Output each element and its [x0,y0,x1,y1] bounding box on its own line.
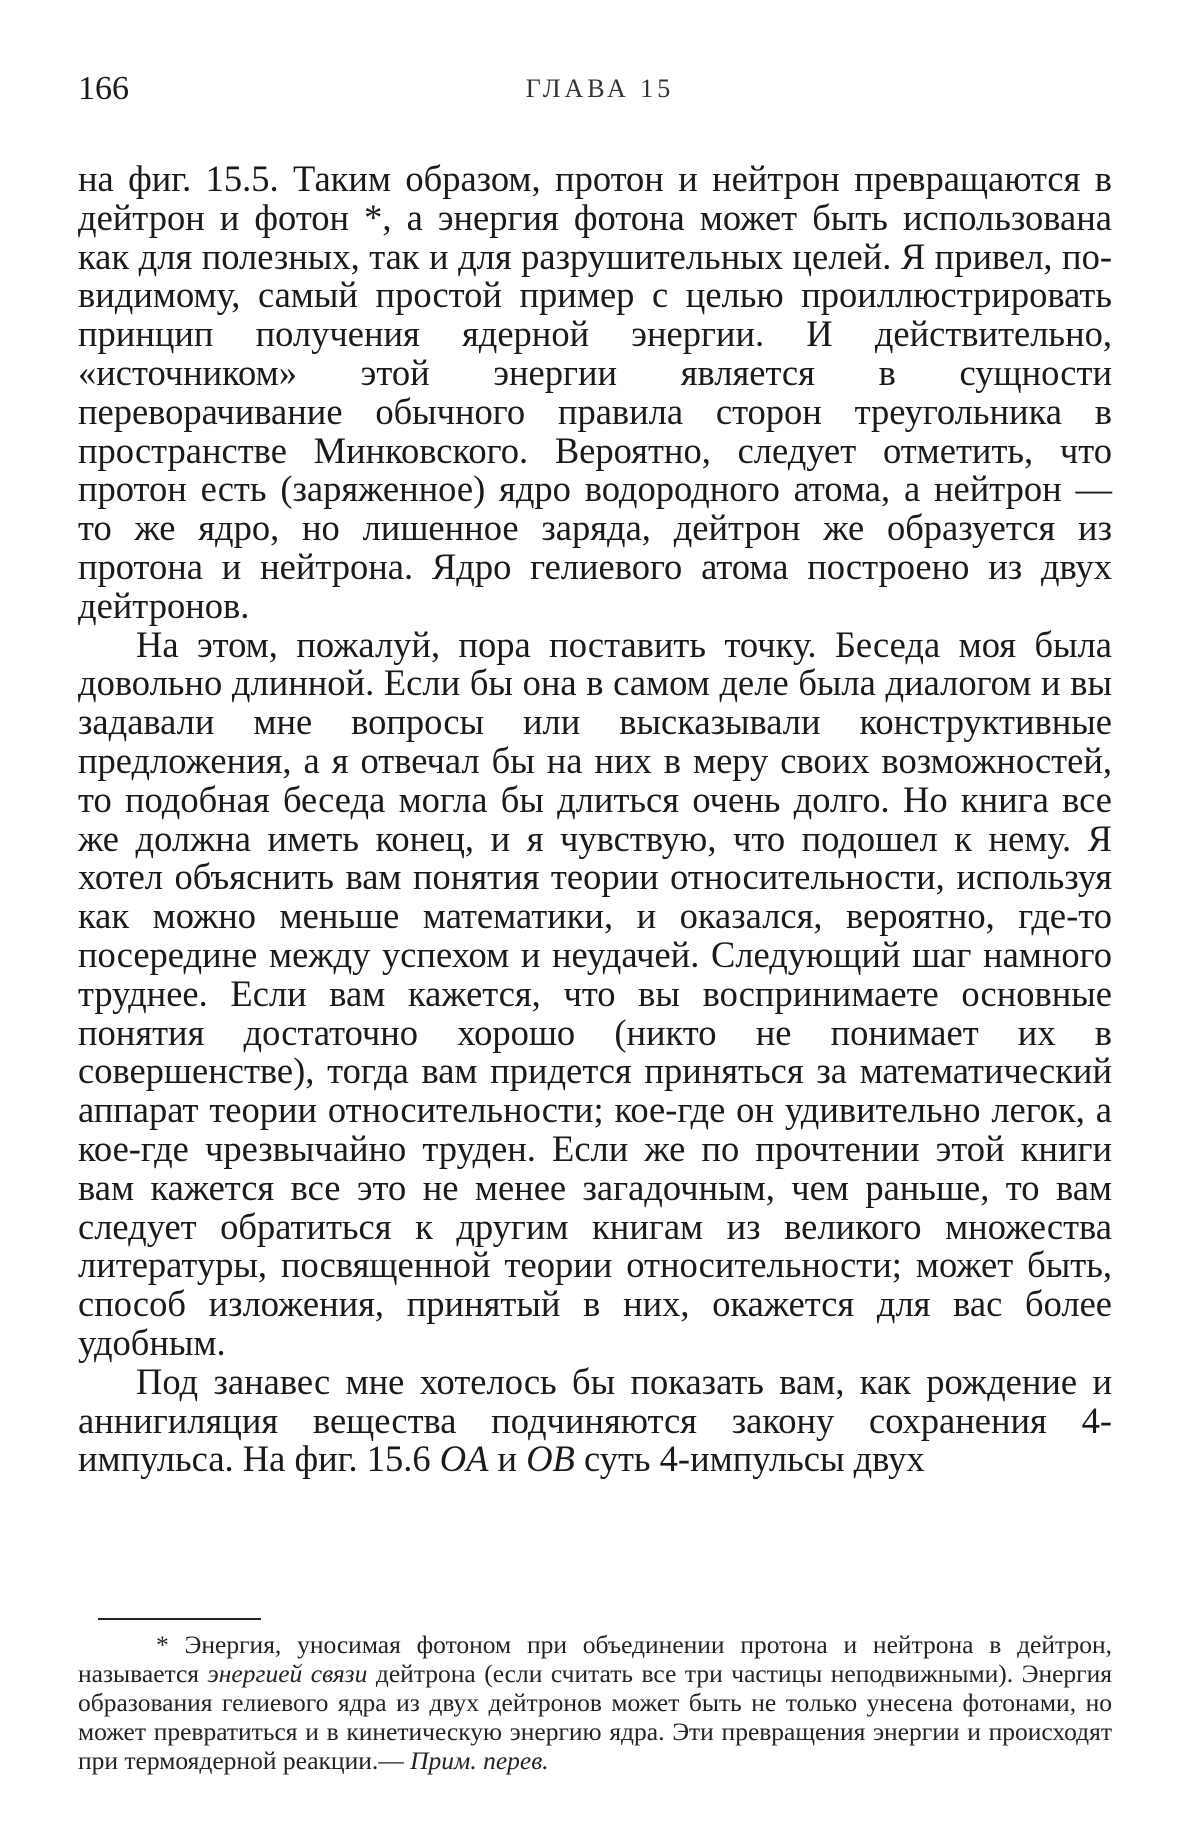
running-head: ГЛАВА 15 [525,74,675,103]
paragraph-final-text-mid: и [488,1438,527,1480]
footnote-text-middle: дейтрона (если считать все три частицы неподвижными). Энергия образования гелиевого ядра из двух дейтронов может быть не только унесена фотонами, но может превратиться и в кинетическую энергию ядра. Эти превращения энергии и происходят при термоядерной реакции.— [78,1659,1112,1775]
translator-note-label: Прим. перев. [410,1746,549,1775]
footnote-italic-term: энергией связи [207,1659,368,1688]
page-number: 166 [78,70,129,107]
footnote-divider [98,1618,261,1620]
body-text [78,160,1112,1479]
paragraph-continuation: на фиг. 15.5. Таким образом, протон и нейтрон превращаются в дейтрон и фотон *, а энергия фотона может быть использована как для полезных, так и для разрушительных целей. Я привел, по-видимому, самый простой пример с целью проиллюстрировать принцип получения ядерной энергии. И действительно, «источником» этой энергии является в сущности переворачивание обычного правила сторон треугольника в пространстве Минковского. Вероятно, следует отметить, что протон есть (заряженное) ядро водородного атома, а нейтрон — то же ядро, но лишенное заряда, дейтрон же образуется из протона и нейтрона. Ядро гелиевого атома построено из двух дейтронов. [78,158,1112,626]
vector-ob: OB [526,1438,575,1480]
footnote-text-start: * Энергия, уносимая фотоном при объединении протона и нейтрона в дейтрон, называется [78,1630,1112,1688]
vector-oa: OA [439,1438,489,1480]
paragraph-final [78,1360,1112,1480]
footnote [78,1630,1112,1775]
paragraph-final-text-start: Под занавес мне хотелось бы показать вам, как рождение и аннигиляция вещества подчиняются закону сохранения 4-импульса. На фиг. 15.6 [78,1360,1112,1480]
paragraph-final-text-end: суть 4-импульсы двух [574,1438,925,1480]
footnote-text [78,1630,1112,1775]
paragraph-conclusion: На этом, пожалуй, пора поставить точку. Беседа моя была довольно длинной. Если бы она в самом деле была диалогом и вы задавали мне вопросы или высказывали конструктивные предложения, а я отвечал бы на них в меру своих возможностей, то подобная беседа могла бы длиться очень долго. Но книга все же должна иметь конец, и я чувствую, что подошел к нему. Я хотел объяснить вам понятия теории относительности, используя как можно меньше математики, и оказался, вероятно, где-то посередине между успехом и неудачей. Следующий шаг намного труднее. Если вам кажется, что вы воспринимаете основные понятия достаточно хорошо (никто не понимает их в совершенстве), тогда вам придется приняться за математический аппарат теории относительности; кое-где он удивительно легок, а кое-где чрезвычайно труден. Если же по прочтении этой книги вам кажется все это не менее загадочным, чем раньше, то вам следует обратиться к другим книгам из великого множества литературы, посвященной теории относительности; может быть, способ изложения, принятый в них, окажется для вас более удобным. [78,623,1112,1363]
page-header [78,70,1122,110]
